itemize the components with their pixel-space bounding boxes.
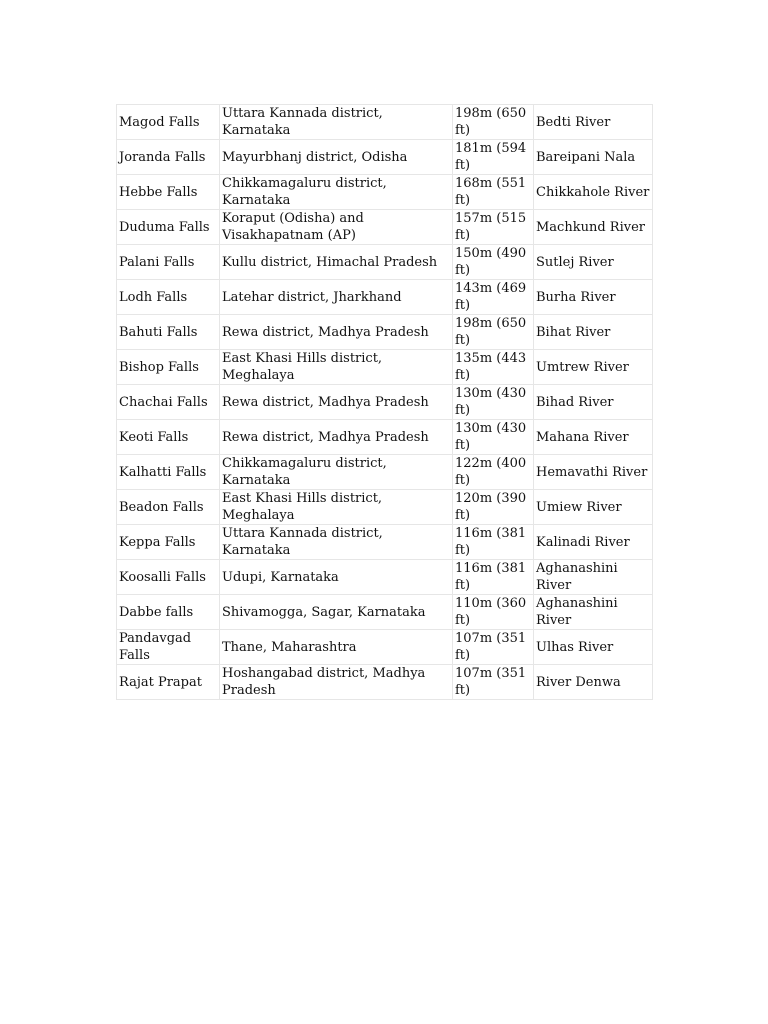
falls-name-cell: Duduma Falls (117, 210, 220, 245)
river-cell: Kalinadi River (534, 525, 653, 560)
falls-name-cell: Joranda Falls (117, 140, 220, 175)
river-cell: Burha River (534, 280, 653, 315)
river-cell: Bihad River (534, 385, 653, 420)
river-cell: Umiew River (534, 490, 653, 525)
table-row (117, 455, 653, 490)
height-cell: 157m (515 ft) (453, 210, 534, 245)
location-cell: East Khasi Hills district, Meghalaya (220, 490, 453, 525)
location-cell: Mayurbhanj district, Odisha (220, 140, 453, 175)
table-row (117, 175, 653, 210)
table-row (117, 665, 653, 700)
location-cell: Udupi, Karnataka (220, 560, 453, 595)
falls-name-cell: Kalhatti Falls (117, 455, 220, 490)
height-cell: 198m (650 ft) (453, 105, 534, 140)
table-row (117, 525, 653, 560)
height-cell: 116m (381 ft) (453, 525, 534, 560)
location-cell: East Khasi Hills district, Meghalaya (220, 350, 453, 385)
location-cell: Thane, Maharashtra (220, 630, 453, 665)
river-cell: Machkund River (534, 210, 653, 245)
falls-name-cell: Hebbe Falls (117, 175, 220, 210)
table-row (117, 245, 653, 280)
falls-name-cell: Bahuti Falls (117, 315, 220, 350)
river-cell: Sutlej River (534, 245, 653, 280)
height-cell: 181m (594 ft) (453, 140, 534, 175)
location-cell: Chikkamagaluru district, Karnataka (220, 175, 453, 210)
height-cell: 122m (400 ft) (453, 455, 534, 490)
height-cell: 110m (360 ft) (453, 595, 534, 630)
table-row (117, 490, 653, 525)
falls-name-cell: Beadon Falls (117, 490, 220, 525)
river-cell: Chikkahole River (534, 175, 653, 210)
river-cell: Ulhas River (534, 630, 653, 665)
table-row (117, 210, 653, 245)
height-cell: 130m (430 ft) (453, 385, 534, 420)
river-cell: Umtrew River (534, 350, 653, 385)
height-cell: 107m (351 ft) (453, 630, 534, 665)
location-cell: Kullu district, Himachal Pradesh (220, 245, 453, 280)
falls-name-cell: Koosalli Falls (117, 560, 220, 595)
height-cell: 168m (551 ft) (453, 175, 534, 210)
falls-name-cell: Keoti Falls (117, 420, 220, 455)
river-cell: Mahana River (534, 420, 653, 455)
location-cell: Shivamogga, Sagar, Karnataka (220, 595, 453, 630)
location-cell: Chikkamagaluru district, Karnataka (220, 455, 453, 490)
location-cell: Koraput (Odisha) and Visakhapatnam (AP) (220, 210, 453, 245)
river-cell: Hemavathi River (534, 455, 653, 490)
height-cell: 116m (381 ft) (453, 560, 534, 595)
river-cell: Bedti River (534, 105, 653, 140)
river-cell: Bareipani Nala (534, 140, 653, 175)
river-cell: River Denwa (534, 665, 653, 700)
falls-name-cell: Rajat Prapat (117, 665, 220, 700)
table-row (117, 105, 653, 140)
falls-name-cell: Chachai Falls (117, 385, 220, 420)
height-cell: 150m (490 ft) (453, 245, 534, 280)
falls-name-cell: Dabbe falls (117, 595, 220, 630)
table-row (117, 420, 653, 455)
location-cell: Hoshangabad district, Madhya Pradesh (220, 665, 453, 700)
falls-name-cell: Palani Falls (117, 245, 220, 280)
location-cell: Uttara Kannada district, Karnataka (220, 105, 453, 140)
height-cell: 130m (430 ft) (453, 420, 534, 455)
table-row (117, 560, 653, 595)
falls-name-cell: Lodh Falls (117, 280, 220, 315)
height-cell: 120m (390 ft) (453, 490, 534, 525)
falls-name-cell: Pandavgad Falls (117, 630, 220, 665)
river-cell: Aghanashini River (534, 560, 653, 595)
height-cell: 107m (351 ft) (453, 665, 534, 700)
height-cell: 143m (469 ft) (453, 280, 534, 315)
table-row (117, 350, 653, 385)
falls-name-cell: Magod Falls (117, 105, 220, 140)
table-row (117, 315, 653, 350)
location-cell: Rewa district, Madhya Pradesh (220, 385, 453, 420)
river-cell: Aghanashini River (534, 595, 653, 630)
location-cell: Rewa district, Madhya Pradesh (220, 420, 453, 455)
river-cell: Bihat River (534, 315, 653, 350)
waterfalls-table (116, 104, 653, 700)
table-row (117, 595, 653, 630)
table-row (117, 280, 653, 315)
height-cell: 135m (443 ft) (453, 350, 534, 385)
location-cell: Uttara Kannada district, Karnataka (220, 525, 453, 560)
location-cell: Latehar district, Jharkhand (220, 280, 453, 315)
table-row (117, 385, 653, 420)
table-row (117, 630, 653, 665)
waterfalls-table-body (117, 105, 653, 700)
height-cell: 198m (650 ft) (453, 315, 534, 350)
table-row (117, 140, 653, 175)
falls-name-cell: Keppa Falls (117, 525, 220, 560)
falls-name-cell: Bishop Falls (117, 350, 220, 385)
location-cell: Rewa district, Madhya Pradesh (220, 315, 453, 350)
